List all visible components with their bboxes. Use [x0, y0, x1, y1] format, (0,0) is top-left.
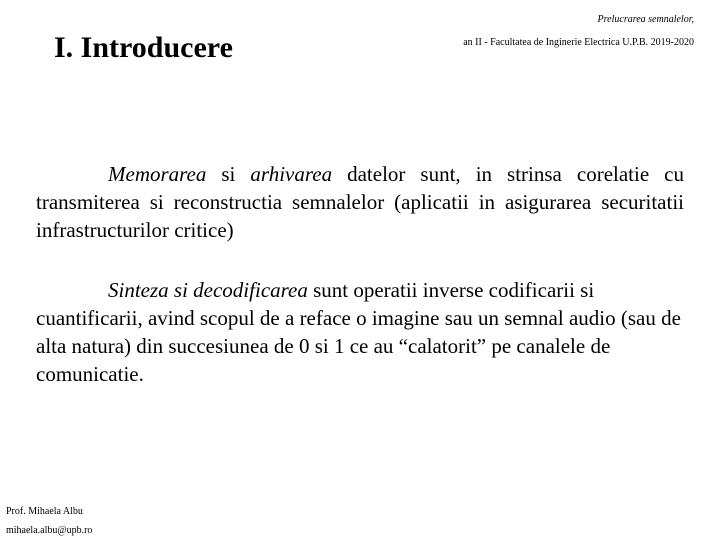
paragraph-text: sunt operatii inverse codificarii si cuantificarii, avind scopul de a reface o imagine sau un semnal audio (sau de alta natura) din succesiunea de 0 si 1 ce au “calatorit” pe canalele de comunicatie.	[36, 278, 681, 386]
slide-title: I. Introducere	[54, 31, 233, 64]
course-header	[463, 15, 694, 48]
term-arhivarea: arhivarea	[250, 162, 333, 186]
paragraph-text: si	[206, 162, 251, 186]
term-memorarea: Memorarea	[108, 162, 207, 186]
affiliation-text: an II - Facultatea de Inginerie Electrica U.P.B. 2019-2020	[463, 37, 694, 48]
paragraph-synthesis	[36, 276, 684, 388]
term-sinteza-decodificarea: Sinteza si decodificarea	[108, 278, 308, 302]
author-email: mihaela.albu@upb.ro	[6, 525, 93, 536]
paragraph-storage	[36, 160, 684, 244]
course-name: Prelucrarea semnalelor,	[597, 14, 694, 25]
paragraph-text: datelor sunt, in strinsa corelatie cu transmiterea si reconstructia semnalelor (aplicatii in asigurarea securitatii infrastructurilor critice)	[36, 162, 684, 242]
author-name: Prof. Mihaela Albu	[6, 506, 83, 517]
